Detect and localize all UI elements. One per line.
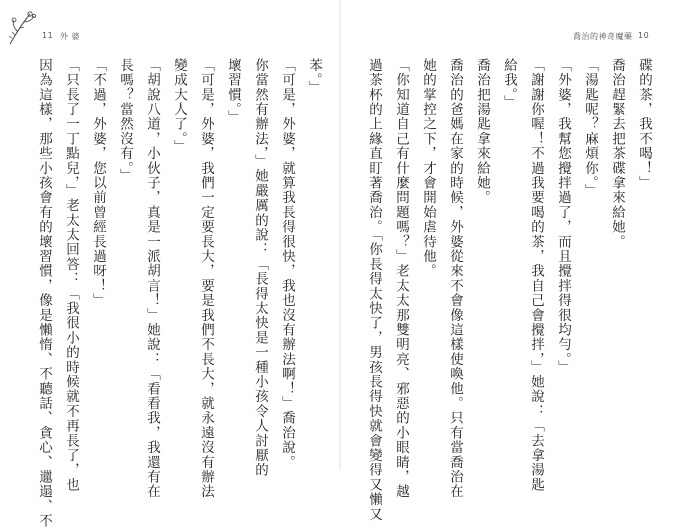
text-column: 喬治趕緊去把茶碟拿來給她。 [609, 58, 625, 250]
text-column: 「可是，外婆，就算我長得很快，我也沒有辦法啊！」喬治說。 [279, 58, 295, 470]
text-column: 「外婆，我幫您攪拌過了，而且攪拌得很均勻。」 [555, 58, 571, 375]
text-column: 因為這樣，那些小孩會有的壞習慣，像是懶惰、不聽話、貪心、邋遢、不 [36, 58, 52, 528]
text-column: 給我。」 [501, 58, 517, 111]
text-column: 你當然有辦法，」她嚴厲的說：「長得太快是一種小孩令人討厭的 [252, 58, 268, 478]
text-column: 「不過，外婆，您以前曾經長過呀！」 [90, 58, 106, 308]
text-column: 「胡說八道，小伙子，真是一派胡言！」她說：「看看我，我還有在 [144, 58, 160, 499]
text-column: 壞習慣。」 [225, 58, 241, 125]
text-column: 碟的茶，我不喝！」 [636, 58, 652, 191]
text-column: 變成大人了。」 [171, 58, 187, 155]
text-column: 「可是，外婆，我們一定要長大，要是我們不長大，就永遠沒有辦法 [198, 58, 214, 499]
text-column: 「你知道自己有什麼問題嗎？」老太太那雙明亮、邪惡的小眼睛，越 [393, 58, 409, 499]
right-page [340, 0, 680, 522]
text-column: 長嗎？當然沒有。」 [117, 58, 133, 184]
page-number: 11 [42, 31, 54, 40]
text-column: 喬治把湯匙拿來給她。 [474, 58, 490, 205]
text-column: 她的掌控之下，才會開始虐待他。 [420, 58, 436, 279]
text-column: 「謝謝你喔！不過我要喝的茶，我自己會攪拌，」她說：「去拿湯匙 [528, 58, 544, 493]
running-head: 喬治的神奇魔藥 [573, 32, 633, 41]
text-column: 過茶杯的上緣直盯著喬治。「你長得太快了，男孩長得快就會變得又懶又 [366, 58, 382, 522]
running-head: 外 婆 [60, 32, 81, 41]
text-column: 喬治的爸媽在家的時候，外婆從來不會像這樣使喚他。只有當喬治在 [447, 58, 463, 499]
page-number: 10 [638, 31, 650, 40]
text-column: 「湯匙呢？麻煩你。」 [582, 58, 598, 199]
flower-sprig-decoration [6, 8, 38, 48]
text-column: 苯。」 [306, 58, 322, 96]
text-column: 「只長了一丁點兒，」老太太回答：「我很小的時候就不再長了，也 [63, 58, 79, 493]
